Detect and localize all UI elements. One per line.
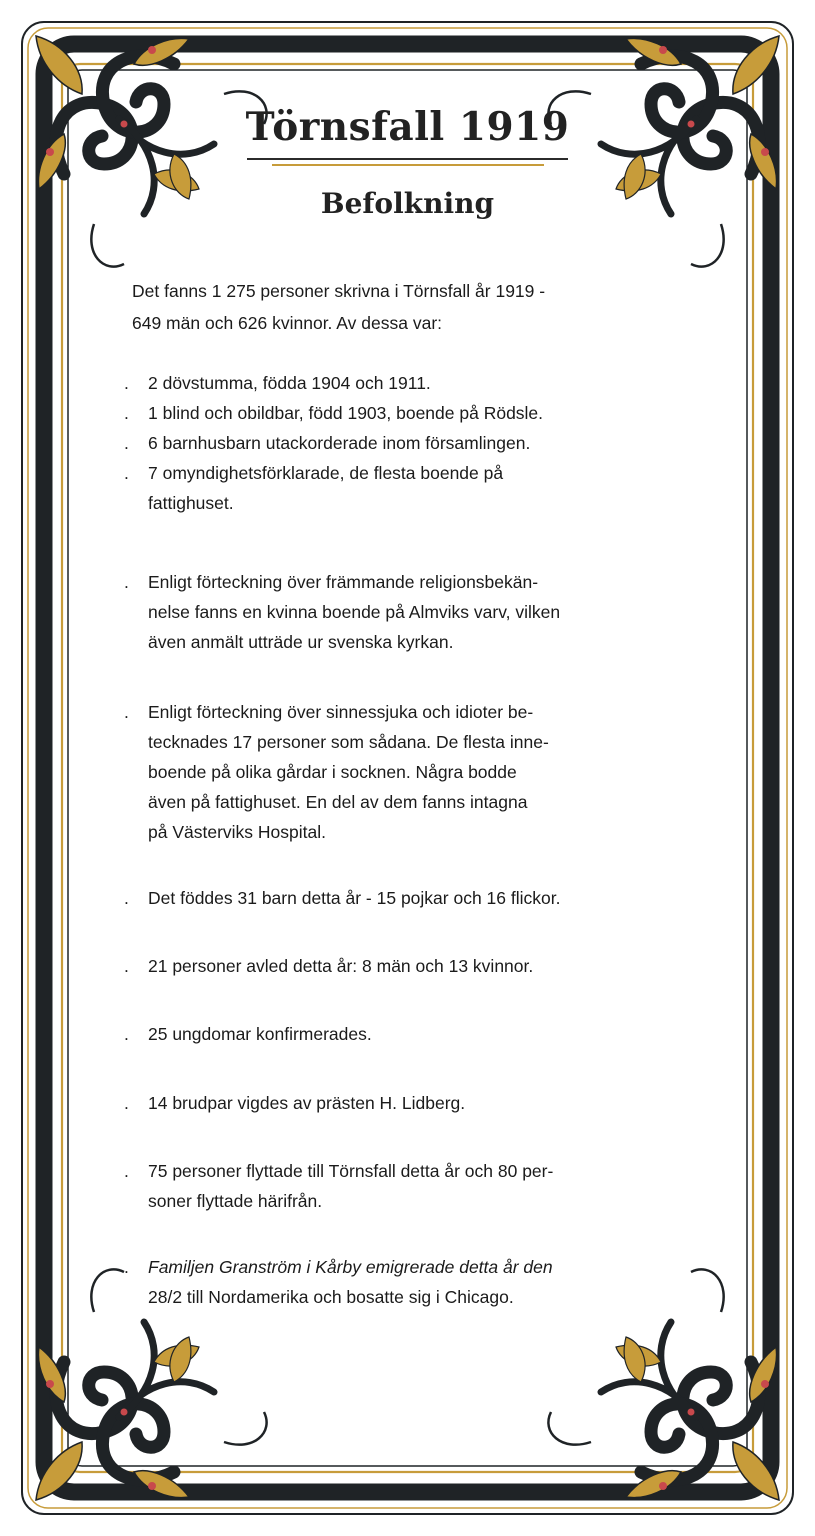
list-item xyxy=(124,398,704,428)
list-item-line: 25 ungdomar konfirmerades. xyxy=(148,1024,372,1044)
list-item-line: även anmält utträde ur svenska kyrkan. xyxy=(148,632,454,652)
bullet-group xyxy=(124,368,704,518)
title-underline-gold xyxy=(272,164,544,166)
list-item-line: 2 dövstumma, födda 1904 och 1911. xyxy=(148,373,431,393)
list-item xyxy=(124,567,704,657)
list-item xyxy=(124,1156,704,1216)
bullet-group xyxy=(124,883,704,913)
list-item xyxy=(124,697,704,847)
list-item-line: 6 barnhusbarn utackorderade inom församlingen. xyxy=(148,433,531,453)
list-item xyxy=(124,951,704,981)
list-item xyxy=(124,1088,704,1118)
list-item-line: tecknades 17 personer som sådana. De flesta inne- xyxy=(148,732,549,752)
bullet-group xyxy=(124,567,704,657)
list-item-line: fattighuset. xyxy=(148,493,234,513)
bullet-marker: . xyxy=(124,702,129,722)
list-item-line: 14 brudpar vigdes av prästen H. Lidberg. xyxy=(148,1093,466,1113)
intro-line: 649 män och 626 kvinnor. Av dessa var: xyxy=(132,313,443,333)
list-item-line: 21 personer avled detta år: 8 män och 13 kvinnor. xyxy=(148,956,534,976)
list-item-line: nelse fanns en kvinna boende på Almviks varv, vilken xyxy=(148,602,561,622)
bullet-marker: . xyxy=(124,956,129,976)
list-item-line: Enligt förteckning över sinnessjuka och idioter be- xyxy=(148,702,534,722)
intro-paragraph xyxy=(132,275,692,339)
bullet-marker: . xyxy=(124,403,129,423)
bullet-group xyxy=(124,1156,704,1216)
list-item-line: 75 personer flyttade till Törnsfall detta år och 80 per- xyxy=(148,1161,554,1181)
list-item-line: Familjen Granström i Kårby emigrerade detta år den xyxy=(148,1257,553,1277)
bullet-marker: . xyxy=(124,1161,129,1181)
list-item xyxy=(124,1019,704,1049)
list-item xyxy=(124,428,704,458)
bullet-group xyxy=(124,1252,704,1312)
list-item-line: soner flyttade härifrån. xyxy=(148,1191,323,1211)
title-underline-dark xyxy=(247,158,568,160)
list-item-line: 1 blind och obildbar, född 1903, boende på Rödsle. xyxy=(148,403,544,423)
page-title: Törnsfall 1919 xyxy=(245,104,570,150)
bullet-marker: . xyxy=(124,373,129,393)
intro-line: Det fanns 1 275 personer skrivna i Törnsfall år 1919 - xyxy=(132,281,546,301)
list-item xyxy=(124,883,704,913)
list-item-line: Det föddes 31 barn detta år - 15 pojkar och 16 flickor. xyxy=(148,888,561,908)
bullet-group xyxy=(124,697,704,847)
bullet-marker: . xyxy=(124,572,129,592)
list-item xyxy=(124,458,704,518)
bullet-group xyxy=(124,1088,704,1118)
bullet-group xyxy=(124,951,704,981)
section-subtitle: Befolkning xyxy=(320,187,495,220)
list-item-line: på Västerviks Hospital. xyxy=(148,822,326,842)
bullet-marker: . xyxy=(124,1093,129,1113)
bullet-group xyxy=(124,1019,704,1049)
bullet-marker: . xyxy=(124,1257,129,1277)
list-item xyxy=(124,368,704,398)
list-item-line: Enligt förteckning över främmande religionsbekän- xyxy=(148,572,539,592)
bullet-marker: . xyxy=(124,433,129,453)
list-item xyxy=(124,1282,704,1312)
bullet-marker: . xyxy=(124,1024,129,1044)
list-item-line: 28/2 till Nordamerika och bosatte sig i Chicago. xyxy=(148,1287,514,1307)
list-item-line: 7 omyndighetsförklarade, de flesta boende på xyxy=(148,463,504,483)
list-item-line: boende på olika gårdar i socknen. Några bodde xyxy=(148,762,517,782)
bullet-marker: . xyxy=(124,463,129,483)
list-item-line: även på fattighuset. En del av dem fanns intagna xyxy=(148,792,528,812)
list-item xyxy=(124,1252,704,1282)
bullet-marker: . xyxy=(124,888,129,908)
